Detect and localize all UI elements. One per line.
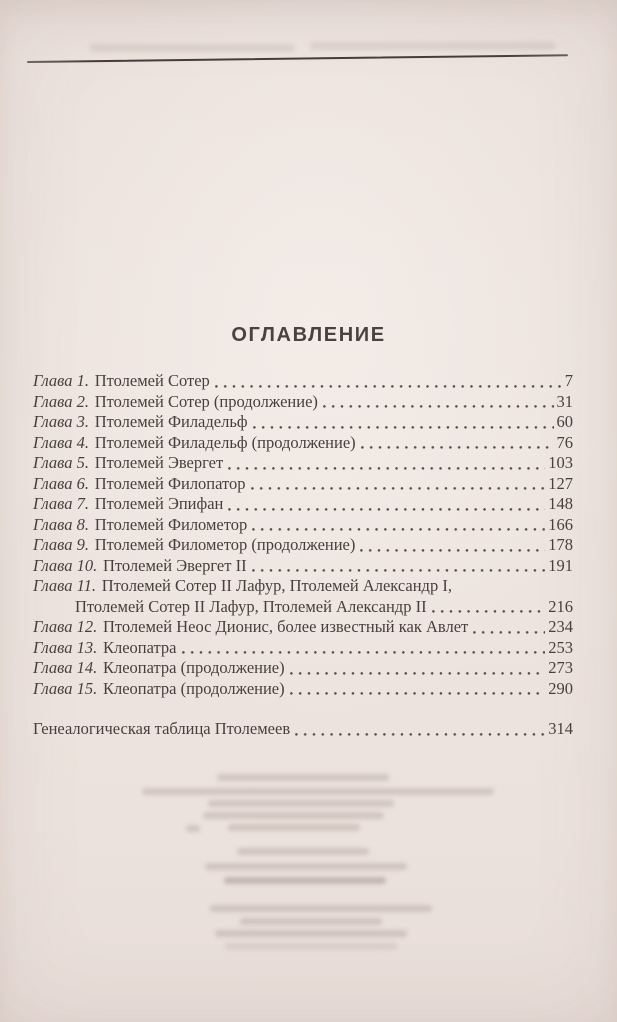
toc-entry [33,392,573,413]
bleed-through-text [217,774,389,781]
appendix-entry [33,719,573,740]
toc-entry-page-number: 234 [548,617,573,636]
toc-entry-page-number: 178 [548,535,573,554]
toc-entry-title: Птолемей Филометор [94,514,248,534]
toc-entry-title: Птолемей Сотер [94,371,210,390]
toc-entry-title: Генеалогическая таблица Птолемеев [33,719,291,738]
toc-entry-page-number: 314 [548,719,573,738]
bleed-through-text [225,943,397,950]
toc-entry-page-number: 191 [548,555,573,575]
toc-entry-chapter: Глава 10. [33,555,98,575]
toc-entry-chapter: Глава 3. [33,412,89,431]
toc-entry-page-number: 60 [556,412,573,431]
dot-leader [251,474,546,495]
toc-entry [33,494,573,515]
toc-entry-title: Птолемей Филопатор [94,473,246,493]
toc-entry-page-number: 127 [548,473,573,493]
dot-leader [215,371,562,392]
dot-leader [432,597,546,618]
toc-entry [33,433,573,454]
toc-entry-chapter: Глава 14. [33,658,98,677]
bleed-through-text [237,848,369,855]
toc-entry-chapter: Глава 8. [33,514,89,534]
bleed-through-text [90,44,295,52]
dot-leader [182,638,546,659]
toc-entry [33,576,573,597]
bleed-through-text [310,42,555,50]
toc-entry-page-number: 103 [548,453,573,472]
dot-leader [252,515,545,536]
dot-leader [323,392,554,413]
toc-entry-chapter: Глава 1. [33,371,89,390]
toc-entry-page-number: 216 [548,596,573,616]
dot-leader [252,556,546,577]
toc-entry-chapter: Глава 11. [33,576,96,595]
toc-entry-title: Клеопатра (продолжение) [102,678,285,698]
toc-entry-title: Птолемей Филадельф [94,412,248,431]
toc-entry-title: Птолемей Сотер II Лафур, Птолемей Александр I, [101,576,452,595]
dot-leader [360,535,545,556]
bleed-through-text [205,863,407,870]
bleed-through-text [208,800,394,807]
bleed-through-text [215,930,407,937]
toc-entry-page-number: 166 [548,514,573,534]
toc-entry-title: Птолемей Неос Дионис, более известный как Авлет [102,617,469,636]
toc-entry-title: Птолемей Сотер (продолжение) [94,391,318,411]
toc-entry [33,515,573,536]
bleed-through-text [203,812,384,819]
toc-entry [33,453,573,474]
toc-entry-title: Птолемей Сотер II Лафур, Птолемей Александр II [75,596,427,616]
dot-leader [253,412,554,433]
toc-entry-chapter: Глава 5. [33,453,89,472]
toc-entry-chapter: Глава 15. [33,678,98,698]
toc-entry [33,474,573,495]
toc-entry-title: Птолемей Эвергет II [102,555,247,575]
bleed-through-text [228,824,360,831]
toc-entry [33,679,573,700]
toc-entry-chapter: Глава 13. [33,637,98,657]
toc-entry [33,535,573,556]
toc-entry-title: Клеопатра [102,637,177,657]
toc-entry [33,371,573,392]
toc-entry-page-number: 76 [556,432,573,452]
toc-entry [33,617,573,638]
dot-leader [290,658,546,679]
toc-entry [33,658,573,679]
dot-leader [228,494,545,515]
toc-entry-title: Птолемей Эвергет [94,453,224,472]
toc-entry-chapter: Глава 12. [33,617,98,636]
toc-entry [33,638,573,659]
toc-entry-chapter: Глава 4. [33,432,89,452]
bleed-through-text [186,825,200,832]
toc-entry-chapter: Глава 6. [33,473,89,493]
dot-leader [295,719,545,740]
bleed-through-text [224,877,386,884]
toc-entry-page-number: 148 [548,494,573,513]
toc-entry-page-number: 273 [548,658,573,677]
bleed-through-text [210,905,432,912]
toc-entry-page-number: 253 [548,637,573,657]
toc-entry-chapter: Глава 2. [33,391,89,411]
toc-entry-chapter: Глава 7. [33,494,89,513]
toc-entry [33,412,573,433]
bleed-through-text [240,918,382,925]
toc-entry-title: Птолемей Филадельф (продолжение) [94,432,356,452]
toc-entry-page-number: 7 [564,371,573,390]
toc-entry-chapter: Глава 9. [33,535,89,554]
toc-entry-page-number: 31 [556,391,573,411]
toc-entry [33,556,573,577]
toc-entry-title: Птолемей Эпифан [94,494,224,513]
toc-entry [33,597,573,618]
dot-leader [290,679,546,700]
header-rule [27,54,568,63]
toc-entry-page-number: 290 [548,678,573,698]
dot-leader [473,617,545,638]
dot-leader [228,453,545,474]
toc-entry-title: Птолемей Филометор (продолжение) [94,535,356,554]
toc-list [33,371,573,740]
toc-entry-title: Клеопатра (продолжение) [102,658,285,677]
bleed-through-text [142,788,494,795]
dot-leader [361,433,554,454]
page-title: ОГЛАВЛЕНИЕ [231,324,386,346]
